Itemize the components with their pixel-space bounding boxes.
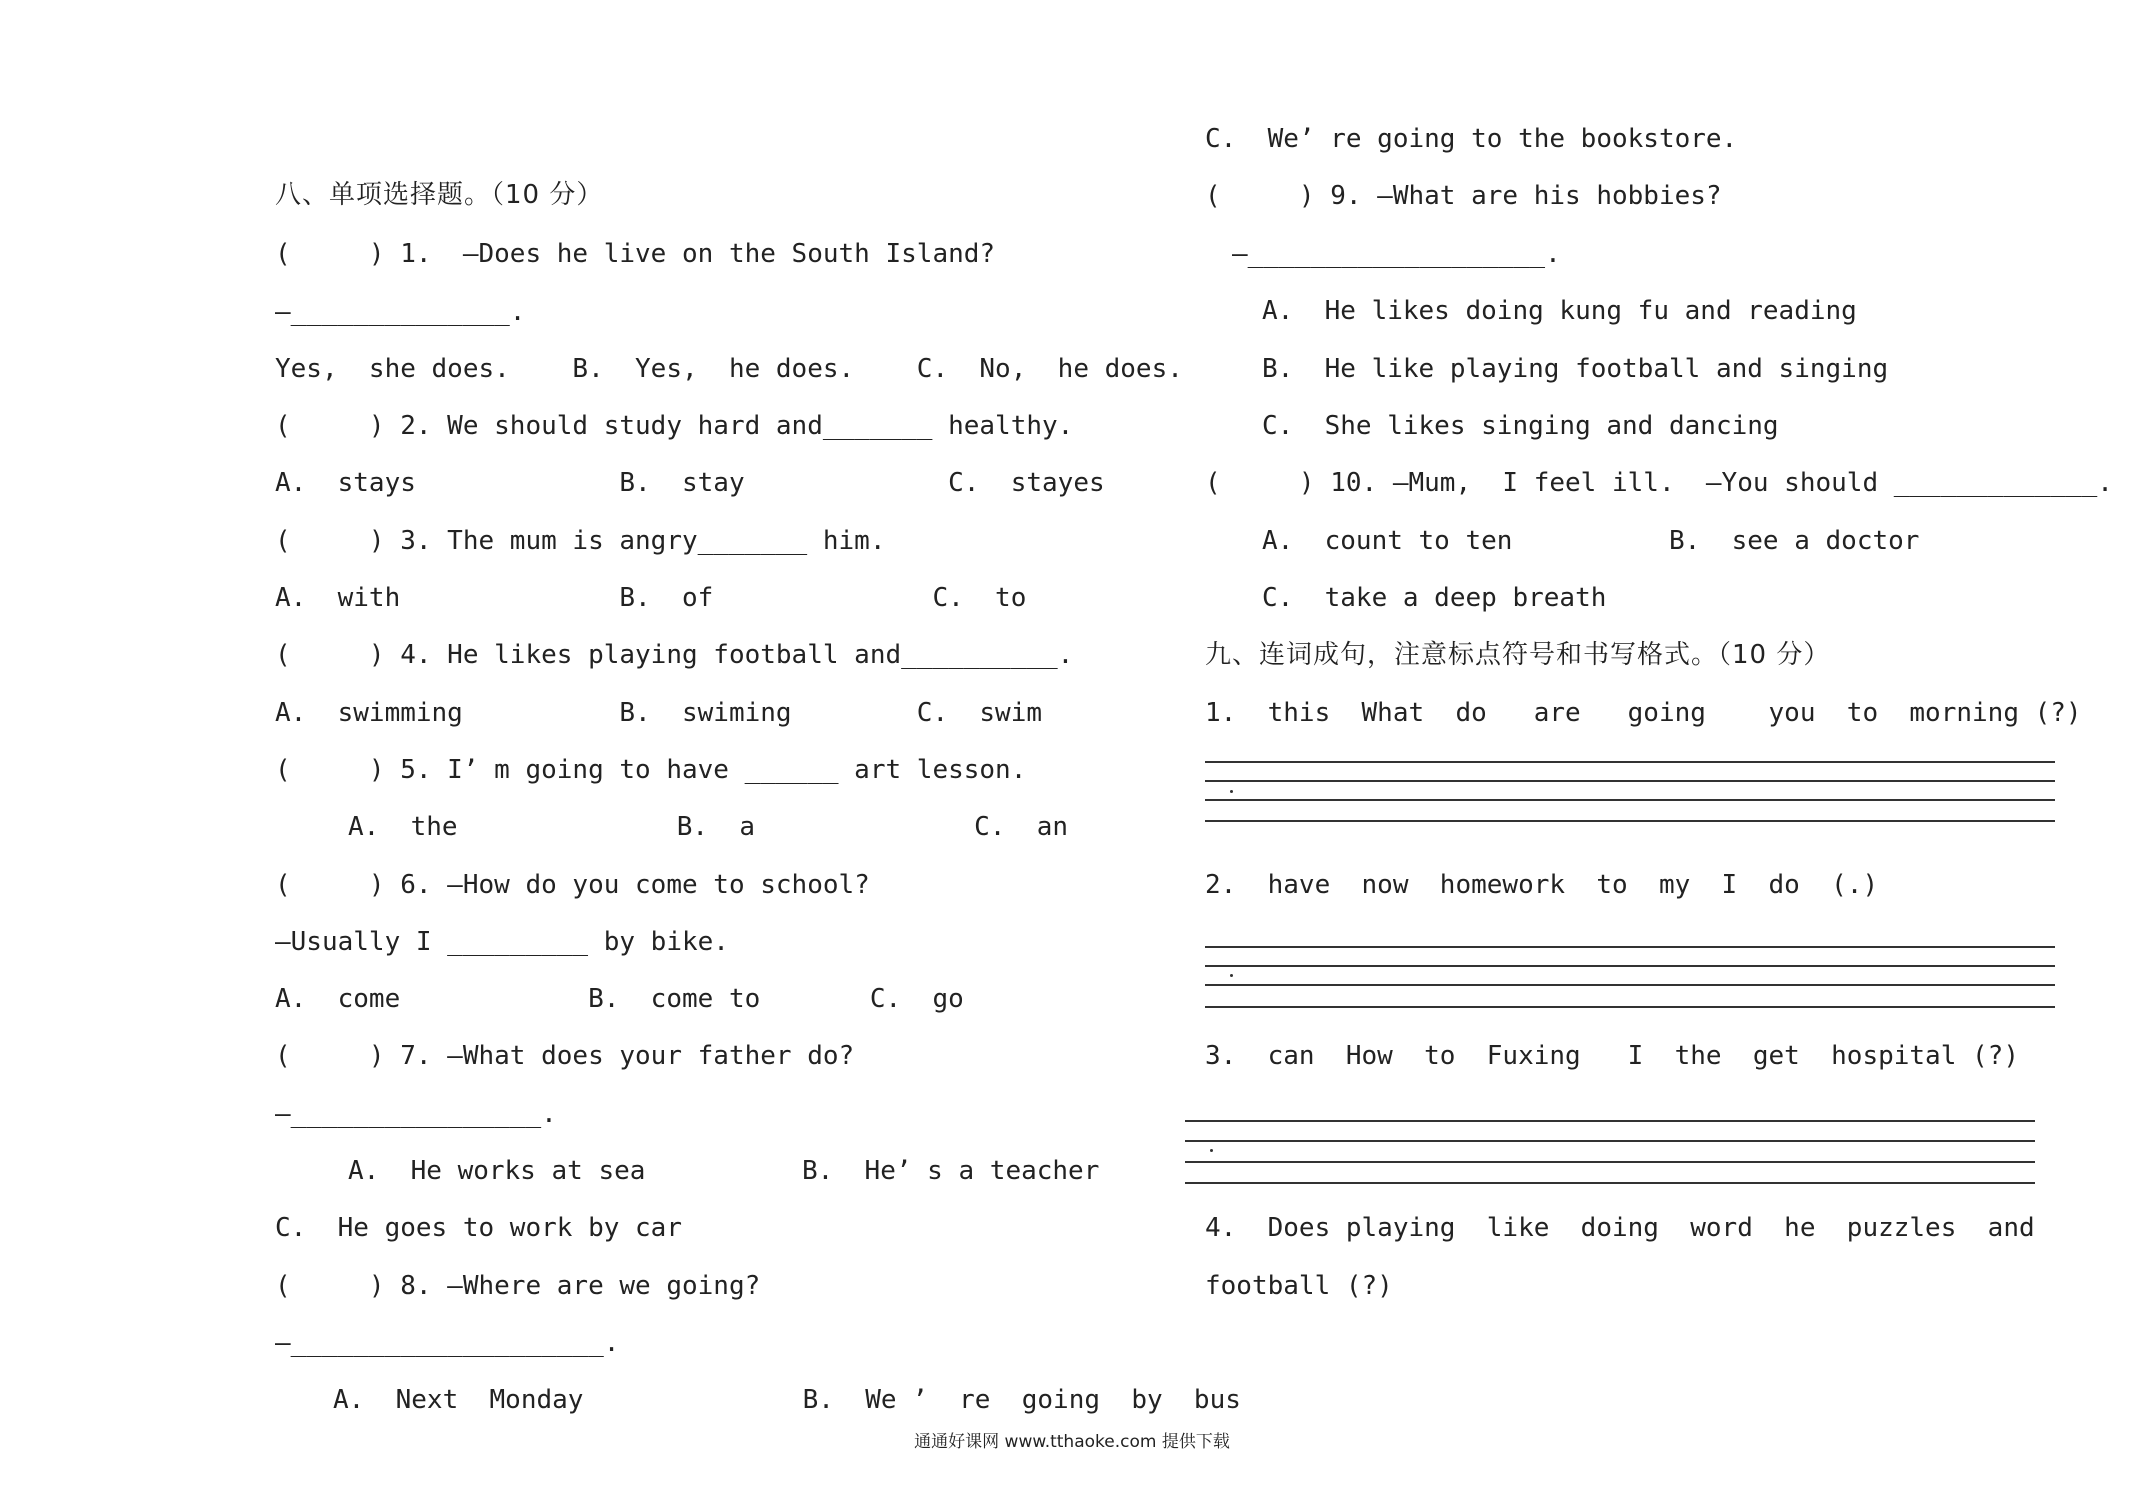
sentence-4-words-line-1: 4. Does playing like doing word he puzzles and bbox=[1205, 1213, 2035, 1243]
guide-dot bbox=[1230, 974, 1233, 977]
question-7-option-c: C. He goes to work by car bbox=[275, 1213, 682, 1243]
question-6-answer-line: —Usually I _________ by bike. bbox=[275, 927, 729, 957]
footer-source-note: 通通好课网 www.tthaoke.com 提供下载 bbox=[914, 1432, 1230, 1452]
question-9-answer-line: —___________________. bbox=[1232, 239, 1561, 269]
section-8-title: 八、单项选择题。（10 分） bbox=[275, 180, 604, 210]
question-1-answer-line: —______________. bbox=[275, 297, 526, 327]
question-10-options-ab: A. count to ten B. see a doctor bbox=[1262, 526, 1920, 556]
question-8-option-c: C. We’ re going to the bookstore. bbox=[1205, 124, 1738, 154]
writing-line bbox=[1185, 1161, 2035, 1163]
writing-line bbox=[1185, 1140, 2035, 1142]
writing-line bbox=[1205, 984, 2055, 986]
writing-line bbox=[1205, 965, 2055, 967]
sentence-2-words: 2. have now homework to my I do (.) bbox=[1205, 870, 1879, 900]
question-4-stem: ( ) 4. He likes playing football and__________. bbox=[275, 640, 1074, 670]
question-5-options: A. the B. a C. an bbox=[348, 812, 1069, 842]
question-9-option-b: B. He like playing football and singing bbox=[1262, 354, 1889, 384]
question-3-options: A. with B. of C. to bbox=[275, 583, 1027, 613]
question-6-options: A. come B. come to C. go bbox=[275, 984, 964, 1014]
question-8-stem: ( ) 8. —Where are we going? bbox=[275, 1271, 761, 1301]
question-8-options-ab: A. Next Monday B. We ’ re going by bus bbox=[333, 1385, 1241, 1415]
question-7-stem: ( ) 7. —What does your father do? bbox=[275, 1041, 855, 1071]
question-10-option-c: C. take a deep breath bbox=[1262, 583, 1607, 613]
question-3-stem: ( ) 3. The mum is angry_______ him. bbox=[275, 526, 886, 556]
writing-line bbox=[1205, 780, 2055, 782]
question-5-stem: ( ) 5. I’ m going to have ______ art lesson. bbox=[275, 755, 1027, 785]
question-10-stem: ( ) 10. —Mum, I feel ill. —You should _____________. bbox=[1205, 468, 2113, 498]
question-7-answer-line: —________________. bbox=[275, 1099, 557, 1129]
sentence-4-words-line-2: football (?) bbox=[1205, 1271, 1393, 1301]
writing-line bbox=[1205, 820, 2055, 822]
sentence-1-words: 1. this What do are going you to morning (?) bbox=[1205, 698, 2082, 728]
writing-line bbox=[1185, 1182, 2035, 1184]
writing-line bbox=[1205, 946, 2055, 948]
writing-line bbox=[1205, 761, 2055, 763]
question-2-stem: ( ) 2. We should study hard and_______ healthy. bbox=[275, 411, 1074, 441]
sentence-3-words: 3. can How to Fuxing I the get hospital (?) bbox=[1205, 1041, 2019, 1071]
writing-line bbox=[1205, 799, 2055, 801]
guide-dot bbox=[1210, 1149, 1213, 1152]
section-9-title: 九、连词成句，注意标点符号和书写格式。（10 分） bbox=[1205, 640, 1831, 670]
question-7-options-ab: A. He works at sea B. He’ s a teacher bbox=[348, 1156, 1100, 1186]
question-2-options: A. stays B. stay C. stayes bbox=[275, 468, 1105, 498]
question-6-stem: ( ) 6. —How do you come to school? bbox=[275, 870, 870, 900]
writing-line bbox=[1205, 1006, 2055, 1008]
question-9-option-c: C. She likes singing and dancing bbox=[1262, 411, 1779, 441]
guide-dot bbox=[1230, 790, 1233, 793]
question-9-stem: ( ) 9. —What are his hobbies? bbox=[1205, 181, 1722, 211]
question-1-stem: ( ) 1. —Does he live on the South Island? bbox=[275, 239, 996, 269]
writing-line bbox=[1185, 1120, 2035, 1122]
question-9-option-a: A. He likes doing kung fu and reading bbox=[1262, 296, 1857, 326]
question-8-answer-line: —____________________. bbox=[275, 1328, 620, 1358]
question-4-options: A. swimming B. swiming C. swim bbox=[275, 698, 1043, 728]
question-1-options: Yes, she does. B. Yes, he does. C. No, he does. bbox=[275, 354, 1183, 384]
